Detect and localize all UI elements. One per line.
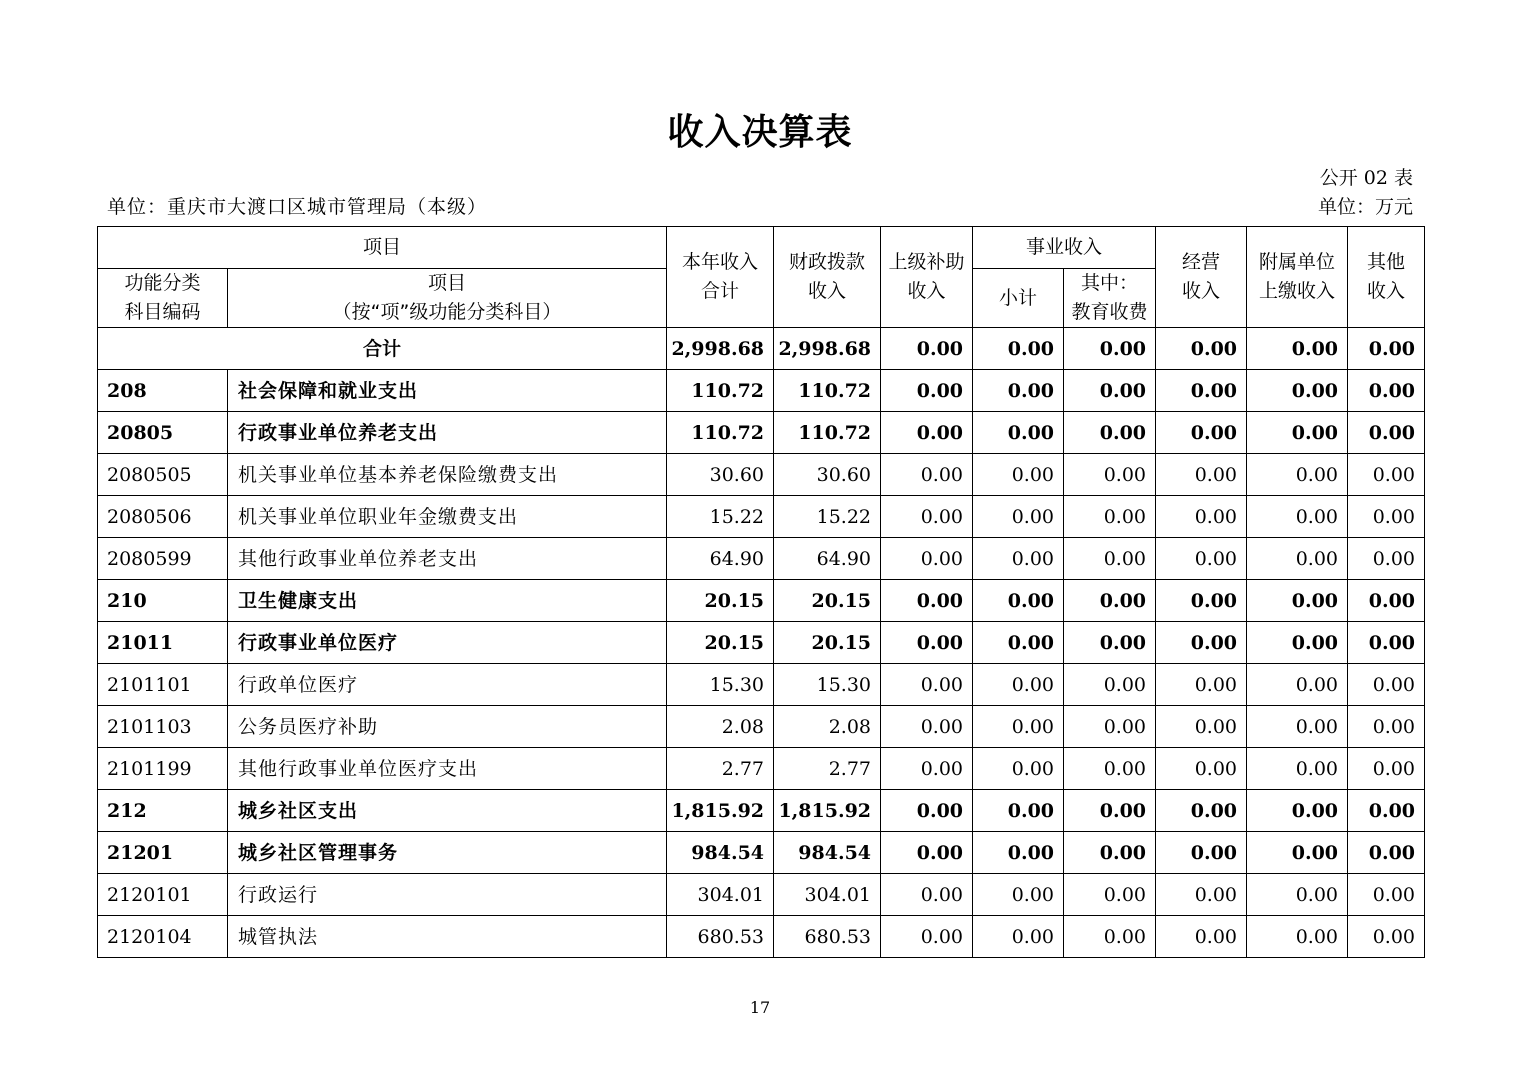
row-value: 0.00 — [1064, 916, 1156, 958]
row-value: 304.01 — [667, 874, 774, 916]
row-value: 0.00 — [1064, 832, 1156, 874]
row-value: 1,815.92 — [667, 790, 774, 832]
row-value: 0.00 — [881, 832, 973, 874]
row-value: 0.00 — [1156, 790, 1247, 832]
row-value: 0.00 — [1064, 580, 1156, 622]
row-value: 0.00 — [1247, 538, 1348, 580]
row-value: 0.00 — [1348, 790, 1425, 832]
row-name: 社会保障和就业支出 — [228, 370, 667, 412]
row-value: 0.00 — [1156, 496, 1247, 538]
income-statement-table — [97, 226, 1425, 958]
total-cell: 0.00 — [1064, 328, 1156, 370]
table-row — [98, 622, 1425, 664]
row-value: 0.00 — [1247, 664, 1348, 706]
row-value: 0.00 — [1348, 664, 1425, 706]
total-cell: 0.00 — [1156, 328, 1247, 370]
row-value: 304.01 — [774, 874, 881, 916]
row-value: 0.00 — [1247, 874, 1348, 916]
header-project-group: 项目 — [98, 227, 667, 269]
row-value: 0.00 — [881, 412, 973, 454]
row-value: 0.00 — [1156, 580, 1247, 622]
table-row — [98, 412, 1425, 454]
total-cell: 0.00 — [1247, 328, 1348, 370]
row-value: 0.00 — [973, 496, 1064, 538]
row-value: 0.00 — [1247, 622, 1348, 664]
row-value: 0.00 — [1156, 538, 1247, 580]
header-affiliated-income: 附属单位 上缴收入 — [1247, 227, 1348, 328]
row-value: 2.08 — [667, 706, 774, 748]
form-number: 公开 02 表 — [1319, 167, 1413, 189]
row-value: 30.60 — [774, 454, 881, 496]
row-value: 0.00 — [973, 916, 1064, 958]
row-value: 0.00 — [1064, 454, 1156, 496]
table-row — [98, 538, 1425, 580]
row-value: 0.00 — [1247, 916, 1348, 958]
table-row — [98, 454, 1425, 496]
row-value: 20.15 — [774, 580, 881, 622]
row-value: 0.00 — [973, 412, 1064, 454]
row-value: 0.00 — [973, 664, 1064, 706]
row-value: 984.54 — [774, 832, 881, 874]
header-superior-subsidy: 上级补助 收入 — [881, 227, 973, 328]
row-value: 15.30 — [667, 664, 774, 706]
table-row — [98, 832, 1425, 874]
row-name: 行政事业单位医疗 — [228, 622, 667, 664]
row-value: 20.15 — [667, 580, 774, 622]
row-value: 0.00 — [1348, 538, 1425, 580]
table-row — [98, 874, 1425, 916]
table-row — [98, 706, 1425, 748]
row-value: 680.53 — [667, 916, 774, 958]
row-value: 0.00 — [1247, 832, 1348, 874]
row-value: 0.00 — [1247, 496, 1348, 538]
page-number: 17 — [749, 998, 771, 1017]
total-cell: 0.00 — [973, 328, 1064, 370]
row-value: 0.00 — [1156, 664, 1247, 706]
row-code: 2080599 — [98, 538, 228, 580]
row-name: 行政事业单位养老支出 — [228, 412, 667, 454]
row-value: 0.00 — [1247, 370, 1348, 412]
row-code: 21011 — [98, 622, 228, 664]
row-name: 公务员医疗补助 — [228, 706, 667, 748]
row-value: 20.15 — [667, 622, 774, 664]
table-row — [98, 370, 1425, 412]
table-row — [98, 748, 1425, 790]
row-value: 0.00 — [881, 874, 973, 916]
row-name: 行政运行 — [228, 874, 667, 916]
row-value: 0.00 — [1348, 496, 1425, 538]
row-value: 0.00 — [1156, 454, 1247, 496]
row-value: 0.00 — [1348, 622, 1425, 664]
table-row — [98, 496, 1425, 538]
row-value: 0.00 — [1064, 412, 1156, 454]
row-value: 0.00 — [1156, 832, 1247, 874]
header-subtotal: 小计 — [973, 269, 1064, 328]
row-value: 0.00 — [1247, 412, 1348, 454]
total-cell: 0.00 — [881, 328, 973, 370]
row-value: 15.22 — [667, 496, 774, 538]
row-code: 208 — [98, 370, 228, 412]
table-row — [98, 790, 1425, 832]
header-other-income: 其他 收入 — [1348, 227, 1425, 328]
row-value: 0.00 — [1348, 454, 1425, 496]
table-body — [98, 328, 1425, 958]
table-row — [98, 916, 1425, 958]
row-name: 其他行政事业单位养老支出 — [228, 538, 667, 580]
row-value: 0.00 — [973, 748, 1064, 790]
header-code: 功能分类 科目编码 — [98, 269, 228, 328]
row-value: 0.00 — [1247, 706, 1348, 748]
row-value: 0.00 — [881, 454, 973, 496]
row-code: 2101103 — [98, 706, 228, 748]
row-name: 行政单位医疗 — [228, 664, 667, 706]
row-value: 0.00 — [1064, 790, 1156, 832]
row-value: 1,815.92 — [774, 790, 881, 832]
row-name: 机关事业单位职业年金缴费支出 — [228, 496, 667, 538]
row-value: 0.00 — [973, 454, 1064, 496]
row-value: 0.00 — [1247, 790, 1348, 832]
row-value: 0.00 — [1156, 748, 1247, 790]
row-code: 210 — [98, 580, 228, 622]
row-value: 2.08 — [774, 706, 881, 748]
row-value: 110.72 — [774, 412, 881, 454]
row-value: 0.00 — [973, 790, 1064, 832]
row-value: 15.22 — [774, 496, 881, 538]
row-value: 0.00 — [1064, 706, 1156, 748]
total-cell: 2,998.68 — [667, 328, 774, 370]
row-value: 0.00 — [881, 664, 973, 706]
header-education-fee: 其中： 教育收费 — [1064, 269, 1156, 328]
row-value: 2.77 — [774, 748, 881, 790]
row-code: 2080506 — [98, 496, 228, 538]
row-value: 0.00 — [973, 538, 1064, 580]
row-value: 0.00 — [1064, 496, 1156, 538]
row-value: 110.72 — [667, 412, 774, 454]
row-value: 0.00 — [1156, 370, 1247, 412]
row-value: 0.00 — [881, 916, 973, 958]
row-value: 0.00 — [881, 580, 973, 622]
total-cell: 0.00 — [1348, 328, 1425, 370]
row-value: 0.00 — [973, 874, 1064, 916]
row-value: 0.00 — [1064, 874, 1156, 916]
row-value: 15.30 — [774, 664, 881, 706]
page-title: 收入决算表 — [667, 112, 853, 153]
row-value: 30.60 — [667, 454, 774, 496]
row-value: 0.00 — [1348, 832, 1425, 874]
row-name: 城管执法 — [228, 916, 667, 958]
row-value: 0.00 — [973, 580, 1064, 622]
table-row — [98, 580, 1425, 622]
row-value: 0.00 — [1348, 706, 1425, 748]
row-code: 20805 — [98, 412, 228, 454]
row-value: 20.15 — [774, 622, 881, 664]
row-code: 212 — [98, 790, 228, 832]
row-code: 2120104 — [98, 916, 228, 958]
row-name: 机关事业单位基本养老保险缴费支出 — [228, 454, 667, 496]
row-value: 64.90 — [774, 538, 881, 580]
row-value: 0.00 — [1348, 874, 1425, 916]
row-value: 0.00 — [1156, 706, 1247, 748]
table-row — [98, 664, 1425, 706]
row-value: 0.00 — [1348, 916, 1425, 958]
row-value: 0.00 — [1156, 412, 1247, 454]
row-value: 0.00 — [1247, 580, 1348, 622]
row-value: 0.00 — [973, 832, 1064, 874]
row-value: 0.00 — [973, 370, 1064, 412]
row-value: 110.72 — [774, 370, 881, 412]
row-code: 2120101 — [98, 874, 228, 916]
row-value: 64.90 — [667, 538, 774, 580]
row-value: 0.00 — [881, 370, 973, 412]
row-value: 0.00 — [1247, 454, 1348, 496]
row-name: 其他行政事业单位医疗支出 — [228, 748, 667, 790]
row-value: 680.53 — [774, 916, 881, 958]
header-operating-income: 经营 收入 — [1156, 227, 1247, 328]
row-value: 0.00 — [881, 748, 973, 790]
money-unit: 单位：万元 — [1317, 196, 1413, 218]
row-code: 2080505 — [98, 454, 228, 496]
row-value: 2.77 — [667, 748, 774, 790]
row-value: 0.00 — [1348, 412, 1425, 454]
header-business-income-group: 事业收入 — [973, 227, 1156, 269]
organization-unit: 单位：重庆市大渡口区城市管理局（本级） — [107, 196, 488, 218]
row-value: 0.00 — [1247, 748, 1348, 790]
row-value: 0.00 — [881, 706, 973, 748]
row-value: 0.00 — [1156, 622, 1247, 664]
row-value: 0.00 — [881, 622, 973, 664]
row-value: 0.00 — [1064, 748, 1156, 790]
header-total-income: 本年收入 合计 — [667, 227, 774, 328]
row-value: 0.00 — [881, 496, 973, 538]
total-label: 合计 — [98, 328, 667, 370]
row-value: 110.72 — [667, 370, 774, 412]
total-row — [98, 328, 1425, 370]
table-header — [98, 227, 1425, 328]
row-value: 0.00 — [1064, 664, 1156, 706]
row-value: 0.00 — [1348, 580, 1425, 622]
row-code: 21201 — [98, 832, 228, 874]
row-value: 0.00 — [1348, 370, 1425, 412]
row-value: 984.54 — [667, 832, 774, 874]
row-value: 0.00 — [881, 538, 973, 580]
row-code: 2101101 — [98, 664, 228, 706]
row-value: 0.00 — [973, 706, 1064, 748]
row-value: 0.00 — [1064, 370, 1156, 412]
row-value: 0.00 — [1064, 622, 1156, 664]
row-value: 0.00 — [1064, 538, 1156, 580]
row-value: 0.00 — [1156, 874, 1247, 916]
header-item: 项目 （按“项”级功能分类科目） — [228, 269, 667, 328]
row-name: 卫生健康支出 — [228, 580, 667, 622]
row-name: 城乡社区管理事务 — [228, 832, 667, 874]
header-fiscal-appropriation: 财政拨款 收入 — [774, 227, 881, 328]
row-value: 0.00 — [1156, 916, 1247, 958]
row-value: 0.00 — [881, 790, 973, 832]
row-value: 0.00 — [1348, 748, 1425, 790]
row-name: 城乡社区支出 — [228, 790, 667, 832]
total-cell: 2,998.68 — [774, 328, 881, 370]
row-value: 0.00 — [973, 622, 1064, 664]
row-code: 2101199 — [98, 748, 228, 790]
